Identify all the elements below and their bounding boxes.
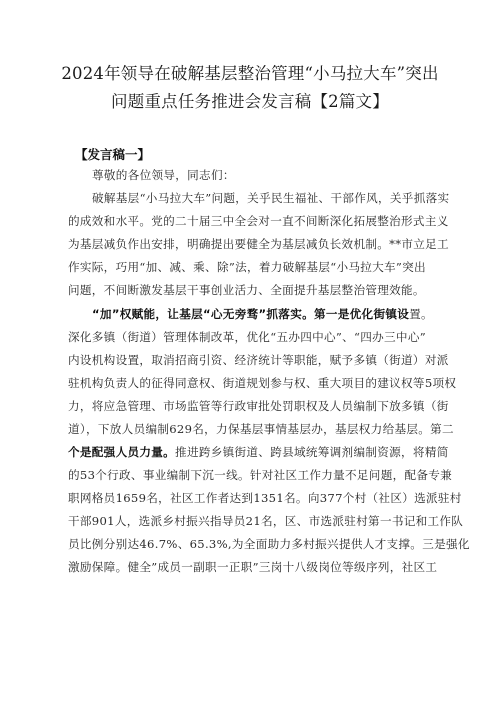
paragraph-1-line: 问题，不间断激发基层干事创业活力、全面提升基层整治管理效能。	[68, 283, 425, 297]
document-title-line-1: 2024年领导在破解基层整治管理“小马拉大车”突出	[61, 64, 439, 83]
paragraph-2-line: 干部901人，选派乡村振兴指导员21名，区、市选派驻村第一书记和工作队	[68, 514, 464, 528]
paragraph-1-line: 的成效和水平。党的二十届三中全会对一直不间断深化拓展整治形式主义	[68, 214, 449, 228]
greeting: 尊敬的各位领导，同志们：	[92, 168, 235, 182]
paragraph-1-line: 为基层减负作出安排，明确提出要健全为基层减负长效机制。**市立足工	[68, 237, 449, 251]
paragraph-2-line: 驻机构负责人的征得同意权、街道规划参与权、重大项目的建议权等5项权	[68, 376, 457, 390]
paragraph-2-line: 内设机构设置，取消招商引资、经济统计等职能，赋予多镇（街道）对派	[68, 353, 449, 367]
paragraph-1-line: 作实际，巧用“加、减、乘、除”法，着力破解基层“小马拉大车”突出	[68, 260, 426, 274]
paragraph-1-line: 破解基层“小马拉大车”问题，关乎民生福祉、干部作风，关乎抓落实	[92, 191, 450, 205]
paragraph-2-line: 的53个行政、事业编制下沉一线。针对社区工作力量不足问题，配备专兼	[68, 468, 453, 482]
paragraph-2-lead-tail: 置。	[409, 307, 433, 321]
paragraph-2-line: 深化多镇（街道）管理体制改革，优化“五办四中心”、“四办三中心”	[68, 330, 426, 344]
paragraph-2-lead	[92, 306, 440, 322]
paragraph-2-line: 员比例分别达46.7%、65.3%,为全面助力多村振兴提供人才支撑。三是强化	[68, 537, 470, 551]
section-heading: 【发言稿一】	[75, 147, 151, 162]
paragraph-2-line: 力，将应急管理、市场监管等行政审批处罚职权及人员编制下放多镇（街	[68, 399, 449, 413]
paragraph-2-subheading: 个是配强人员力量。	[68, 445, 176, 459]
paragraph-2-line: 激励保障。健全”成员一副职一正职”三岗十八级岗位等级序列，社区工	[68, 560, 438, 574]
paragraph-2-line: 道），下放人员编制629名，力保基层事情基层办，基层权力给基层。第二	[68, 422, 454, 436]
document-title-line-2: 问题重点任务推进会发言稿【2篇文】	[111, 92, 389, 111]
paragraph-2-subheading-tail: 推进跨乡镇街道、跨县域统筹调剂编制资源，将精简	[175, 445, 449, 459]
paragraph-2-bold-line	[68, 444, 449, 460]
paragraph-2-line: 职网格员1659名，社区工作者达到1351名。向377个村（社区）选派驻村	[68, 491, 462, 505]
paragraph-2-lead-bold: “加”权赋能，让基层“心无旁骛”抓落实。第一是优化街镇设	[92, 307, 410, 321]
